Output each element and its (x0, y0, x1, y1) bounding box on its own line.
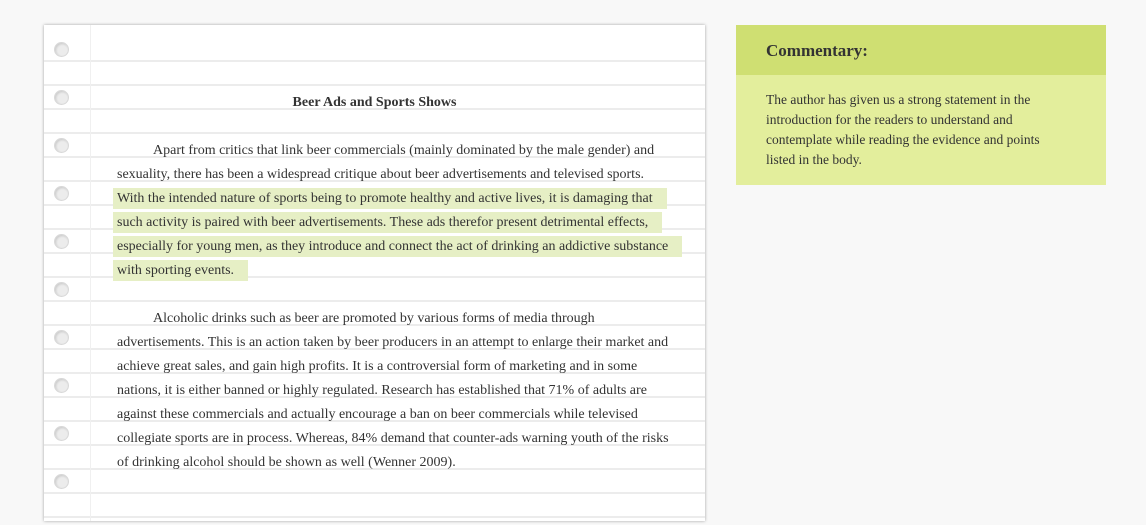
paragraph-body (117, 307, 669, 475)
document-title: Beer Ads and Sports Shows (292, 95, 457, 110)
punch-hole (54, 474, 69, 489)
punch-hole (54, 378, 69, 393)
punch-hole (54, 42, 69, 57)
commentary-panel (736, 25, 1106, 185)
punch-hole (54, 138, 69, 153)
punch-hole (54, 426, 69, 441)
paragraph-intro-text: Apart from critics that link beer commercials (mainly dominated by the male gender) and sexuality, there has been a widespread critique about beer advertisements and televised sports. (117, 143, 655, 182)
notebook-paper (44, 25, 705, 521)
punch-hole (54, 186, 69, 201)
commentary-title: Commentary: (766, 41, 868, 60)
punch-hole (54, 330, 69, 345)
punch-hole (54, 234, 69, 249)
paragraph-intro (117, 139, 669, 283)
commentary-body: The author has given us a strong statement in the introduction for the readers to understand and contemplate while reading the evidence and points listed in the body. (766, 92, 1040, 167)
paragraph-body-text: Alcoholic drinks such as beer are promoted by various forms of media through advertisements. This is an action taken by beer producers in an attempt to enlarge their market and achieve great sales, and gain high profits. It is a controversial form of marketing and in some nations, it is either banned or highly regulated. Research has established that 71% of adults are against these commercials and actually encourage a ban on beer commercials while televised collegiate sports are in process. Whereas, 84% demand that counter-ads warning youth of the risks of drinking alcohol should be shown as well (Wenner 2009). (117, 311, 669, 470)
highlighted-thesis[interactable]: With the intended nature of sports being to promote healthy and active lives, it is damaging that such activity is paired with beer advertisements. These ads therefor present detrimental effects, especially for young men, as they introduce and connect the act of drinking an addictive substance with sporting events. (113, 188, 682, 281)
punch-hole (54, 282, 69, 297)
